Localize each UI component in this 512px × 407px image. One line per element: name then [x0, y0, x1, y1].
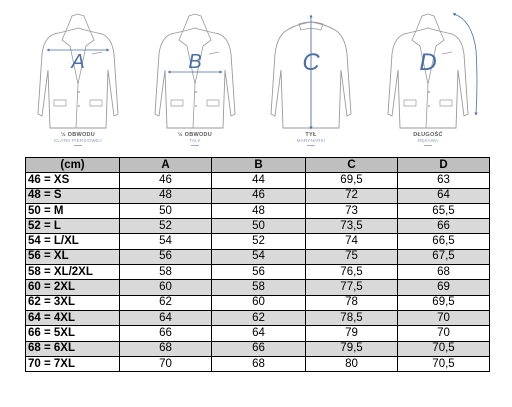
letter-b-label: B: [188, 51, 202, 73]
measure-cell-b: 60: [212, 295, 306, 310]
measure-cell-c: 75: [306, 249, 398, 264]
caption-c: [261, 132, 361, 146]
measure-cell-c: 72: [306, 188, 398, 203]
measure-cell-c: 77,5: [306, 280, 398, 295]
measure-cell-a: 58: [120, 265, 212, 280]
measure-cell-b: 52: [212, 234, 306, 249]
header-cm: (cm): [26, 158, 120, 173]
measure-cell-a: 54: [120, 234, 212, 249]
size-label-cell: 60 = 2XL: [26, 280, 120, 295]
caption-a-divider: [74, 145, 82, 146]
measure-cell-c: 73: [306, 203, 398, 218]
measure-cell-a: 52: [120, 219, 212, 234]
caption-b-subtitle: TALII: [189, 138, 201, 143]
measure-cell-b: 54: [212, 249, 306, 264]
measure-cell-c: 76,5: [306, 265, 398, 280]
size-label-cell: 70 = 7XL: [26, 356, 120, 371]
measure-cell-a: 56: [120, 249, 212, 264]
caption-a: [28, 132, 128, 146]
table-header-row: [26, 158, 490, 173]
caption-c-divider: [307, 145, 315, 146]
measure-cell-b: 44: [212, 173, 306, 188]
caption-c-title: TYŁ: [305, 132, 317, 138]
jacket-illustrations: [0, 0, 512, 152]
measure-cell-d: 68: [398, 265, 490, 280]
measure-cell-a: 50: [120, 203, 212, 218]
caption-b-divider: [191, 145, 199, 146]
measure-cell-b: 50: [212, 219, 306, 234]
measure-cell-c: 78,5: [306, 310, 398, 325]
measure-cell-b: 64: [212, 326, 306, 341]
table-row: [26, 310, 490, 325]
table-row: [26, 249, 490, 264]
size-label-cell: 66 = 5XL: [26, 326, 120, 341]
size-label-cell: 62 = 3XL: [26, 295, 120, 310]
measure-cell-c: 79: [306, 326, 398, 341]
table-row: [26, 234, 490, 249]
measure-cell-a: 68: [120, 341, 212, 356]
measure-cell-b: 68: [212, 356, 306, 371]
size-label-cell: 68 = 6XL: [26, 341, 120, 356]
header-c: C: [306, 158, 398, 173]
measure-cell-b: 46: [212, 188, 306, 203]
caption-a-title: ½ OBWODU: [60, 132, 96, 138]
measure-cell-c: 74: [306, 234, 398, 249]
size-chart-table: [25, 157, 490, 372]
measure-cell-c: 80: [306, 356, 398, 371]
caption-b: [145, 132, 245, 146]
measure-cell-d: 69,5: [398, 295, 490, 310]
caption-d-title: DŁUGOŚĆ: [413, 132, 443, 138]
measure-cell-b: 56: [212, 265, 306, 280]
measure-cell-c: 79,5: [306, 341, 398, 356]
measure-cell-d: 66,5: [398, 234, 490, 249]
measure-cell-d: 64: [398, 188, 490, 203]
caption-a-subtitle: KLATKI PIERSIOWEJ: [54, 138, 102, 143]
measure-cell-d: 67,5: [398, 249, 490, 264]
measure-cell-a: 70: [120, 356, 212, 371]
letter-a-label: A: [71, 51, 85, 73]
measure-cell-c: 69,5: [306, 173, 398, 188]
caption-c-subtitle: MARYNARKI: [296, 138, 326, 143]
caption-d: [378, 132, 478, 146]
table-row: [26, 295, 490, 310]
header-a: A: [120, 158, 212, 173]
measure-cell-d: 70,5: [398, 341, 490, 356]
measure-cell-c: 78: [306, 295, 398, 310]
measure-cell-d: 69: [398, 280, 490, 295]
letter-c-label: C: [302, 49, 320, 76]
measure-cell-a: 46: [120, 173, 212, 188]
measure-cell-d: 65,5: [398, 203, 490, 218]
size-label-cell: 54 = L/XL: [26, 234, 120, 249]
table-row: [26, 326, 490, 341]
table-row: [26, 341, 490, 356]
caption-b-title: ½ OBWODU: [177, 132, 213, 138]
caption-d-divider: [424, 145, 432, 146]
measure-cell-b: 62: [212, 310, 306, 325]
measure-cell-d: 63: [398, 173, 490, 188]
table-row: [26, 188, 490, 203]
measure-cell-d: 70,5: [398, 356, 490, 371]
size-label-cell: 46 = XS: [26, 173, 120, 188]
size-label-cell: 50 = M: [26, 203, 120, 218]
letter-d-label: D: [419, 49, 437, 76]
table-row: [26, 356, 490, 371]
measure-cell-a: 60: [120, 280, 212, 295]
measure-cell-b: 58: [212, 280, 306, 295]
table-row: [26, 280, 490, 295]
table-row: [26, 173, 490, 188]
size-label-cell: 52 = L: [26, 219, 120, 234]
measure-cell-d: 66: [398, 219, 490, 234]
table-row: [26, 203, 490, 218]
caption-d-subtitle: RĘKAWA: [417, 138, 439, 143]
measure-cell-b: 48: [212, 203, 306, 218]
size-label-cell: 48 = S: [26, 188, 120, 203]
size-label-cell: 58 = XL/2XL: [26, 265, 120, 280]
size-label-cell: 64 = 4XL: [26, 310, 120, 325]
measure-cell-c: 73,5: [306, 219, 398, 234]
header-b: B: [212, 158, 306, 173]
measure-cell-d: 70: [398, 310, 490, 325]
measure-cell-d: 70: [398, 326, 490, 341]
measure-cell-a: 48: [120, 188, 212, 203]
header-d: D: [398, 158, 490, 173]
table-row: [26, 265, 490, 280]
measurement-figures: [0, 0, 512, 152]
measure-cell-a: 62: [120, 295, 212, 310]
table-row: [26, 219, 490, 234]
measure-cell-a: 64: [120, 310, 212, 325]
measure-cell-b: 66: [212, 341, 306, 356]
measure-cell-a: 66: [120, 326, 212, 341]
size-label-cell: 56 = XL: [26, 249, 120, 264]
